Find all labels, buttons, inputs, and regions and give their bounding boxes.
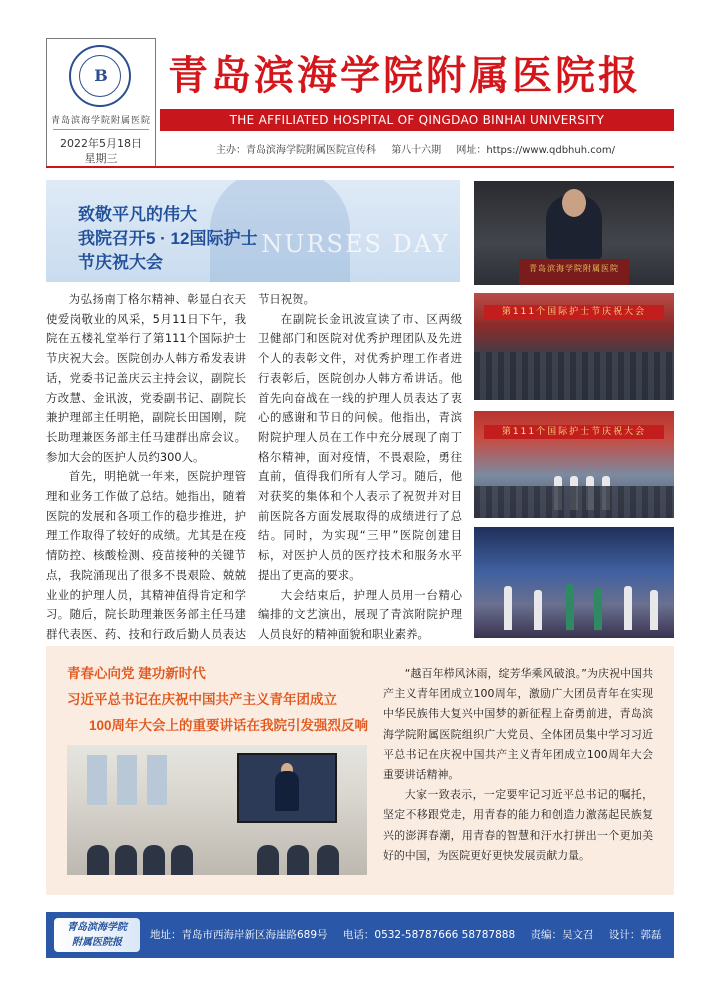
performer-figure — [566, 584, 574, 630]
speaker-figure — [275, 771, 299, 811]
photo-auditorium — [474, 293, 674, 400]
footer-designer: 设计：郭磊 — [608, 929, 662, 941]
window — [117, 755, 137, 805]
banner-watermark: NURSES DAY — [261, 230, 450, 258]
attendee — [87, 845, 109, 875]
performer-figure — [534, 590, 542, 630]
masthead-divider — [46, 166, 674, 168]
attendee — [317, 845, 339, 875]
article2-title-line2: 习近平总书记在庆祝中国共产主义青年团成立 — [67, 692, 337, 707]
website-link[interactable]: 网址：https://www.qdbhuh.com/ — [456, 145, 615, 156]
masthead-logo-box — [46, 38, 156, 168]
article1-column1 — [46, 290, 246, 664]
issue-date: 2022年5月18日 — [60, 137, 142, 150]
logo-divider — [53, 129, 149, 130]
performer-figure — [624, 586, 632, 630]
article1-paragraph: 在副院长金讯波宣读了市、区两级卫健部门和医院对优秀护理团队及先进个人的表彰文件，对优秀护理工作者进行表彰后，医院创办人韩方希讲话。他首先向奋战在一线的护理人员表达了衷心的感谢和节日的问候。他指出，青滨附院护理人员在工作中充分展现了南丁格尔精神，面对疫情，不畏艰险，勇往直前，值得我们所有人学习。随后，他对获奖的集体和个人表示了祝贺并对目前医院各方面发展取得的成绩进行了总结。同时，为实现“三甲”医院创建目标，对医护人员的医疗技术和服务水平提出了更高的要求。 — [258, 311, 462, 582]
newspaper-title: 青岛滨海学院附属医院报 — [168, 52, 641, 99]
footer-tag-line1: 青岛滨海学院 — [67, 922, 127, 933]
masthead-info-line — [216, 141, 686, 156]
photo-study-meeting — [67, 745, 367, 875]
footer-tag-line2: 附属医院报 — [72, 937, 122, 948]
audience-rows — [474, 352, 674, 400]
article2-title-line1: 青春心向党 建功新时代 — [67, 666, 206, 681]
attendee — [115, 845, 137, 875]
university-seal-icon: B — [69, 45, 131, 107]
article1-paragraph-continued: 节日祝贺。 — [258, 292, 315, 306]
footer-logo-tag — [54, 918, 140, 952]
attendee — [171, 845, 193, 875]
article1-paragraph: 首先，明艳就一年来，医院护理管理和业务工作做了总结。她指出，随着医院的发展和各项工作的稳步推进，护理工作取得了较好的成绩。尤其是在疫情防控、核酸检测、疫苗接种的关键节点，我院涌现出了很多不畏艰险、兢兢业业的护理人员，其精神值得肯定和学习。随后，院长助理兼医务部主任马建群代表医、药、技和行政后勤人员表达 — [46, 469, 246, 641]
audience-rows — [474, 486, 674, 518]
issue-weekday: 星期三 — [84, 152, 118, 165]
photo-performance — [474, 527, 674, 638]
article1-paragraph: 大会结束后，护理人员用一台精心编排的文艺演出，展现了青滨附院护理人员良好的精神面貌和职业素养。 — [258, 587, 462, 641]
photo-award-ceremony — [474, 411, 674, 518]
footer-phone: 电话：0532-58787666 58787888 — [342, 929, 516, 941]
article1-column2 — [258, 290, 462, 645]
sponsor-text: 主办：青岛滨海学院附属医院宣传科 — [216, 145, 376, 156]
stage-banner: 第111个国际护士节庆祝大会 — [484, 305, 664, 319]
article1-banner — [46, 180, 460, 282]
article2-body — [383, 664, 653, 866]
footer-address: 地址：青岛市西海岸新区海崖路689号 — [150, 929, 328, 941]
article1-title-line2: 我院召开5 · 12国际护士 — [78, 229, 258, 248]
attendee — [287, 845, 309, 875]
photo-speaker-at-podium — [474, 181, 674, 285]
article1-paragraph: 为弘扬南丁格尔精神、彰显白衣天使爱岗敬业的风采，5月11日下午，我院在五楼礼堂举行了第111个国际护士节庆祝大会。医院创办人韩方希发表讲话，党委书记盖庆云主持会议，副院长方改慧、金讯波，党委副书记、副院长兼护理部主任明艳，副院长田国刚，院长助理兼医务部主任马建群出席会议。参加大会的医护人员约300人。 — [46, 292, 246, 464]
english-subtitle-bar: THE AFFILIATED HOSPITAL OF QINGDAO BINHAI UNIVERSITY — [160, 109, 674, 131]
article2-paragraph: 大家一致表示，一定要牢记习近平总书记的嘱托，坚定不移跟党走，用青春的能力和创造力激荡起民族复兴的澎湃春潮，用青春的智慧和汗水打拼出一个更加美好的中国，为医院更好更快发展贡献力量。 — [383, 788, 653, 862]
attendee — [143, 845, 165, 875]
performer-figure — [504, 586, 512, 630]
footer-editor: 责编：吴文召 — [530, 929, 594, 941]
video-screen — [237, 753, 337, 823]
issue-number: 第八十六期 — [391, 145, 442, 156]
speaker-head — [562, 189, 586, 217]
stage-banner: 第111个国际护士节庆祝大会 — [484, 425, 664, 439]
footer-info — [150, 912, 670, 958]
footer-bar — [46, 912, 674, 958]
attendee — [257, 845, 279, 875]
window — [87, 755, 107, 805]
performer-figure — [594, 588, 602, 630]
podium-label: 青岛滨海学院附属医院 — [529, 264, 619, 273]
window — [147, 755, 167, 805]
article1-title-line3: 节庆祝大会 — [78, 253, 163, 272]
performer-figure — [650, 590, 658, 630]
podium — [519, 259, 629, 285]
article2-paragraph: “越百年栉风沐雨，绽芳华乘风破浪。”为庆祝中国共产主义青年团成立100周年，激励广大团员青年在实现中华民族伟大复兴中国梦的新征程上奋勇前进，青岛滨海学院附属医院组织广大党员、全体团员集中学习习近平总书记在庆祝中国共产主义青年团成立100周年大会重要讲话精神。 — [383, 667, 653, 782]
article1-title-line1: 致敬平凡的伟大 — [78, 205, 197, 224]
article2-title-line3: 100周年大会上的重要讲话在我院引发强烈反响 — [89, 718, 369, 733]
logo-hospital-name: 青岛滨海学院附属医院 — [50, 116, 151, 126]
